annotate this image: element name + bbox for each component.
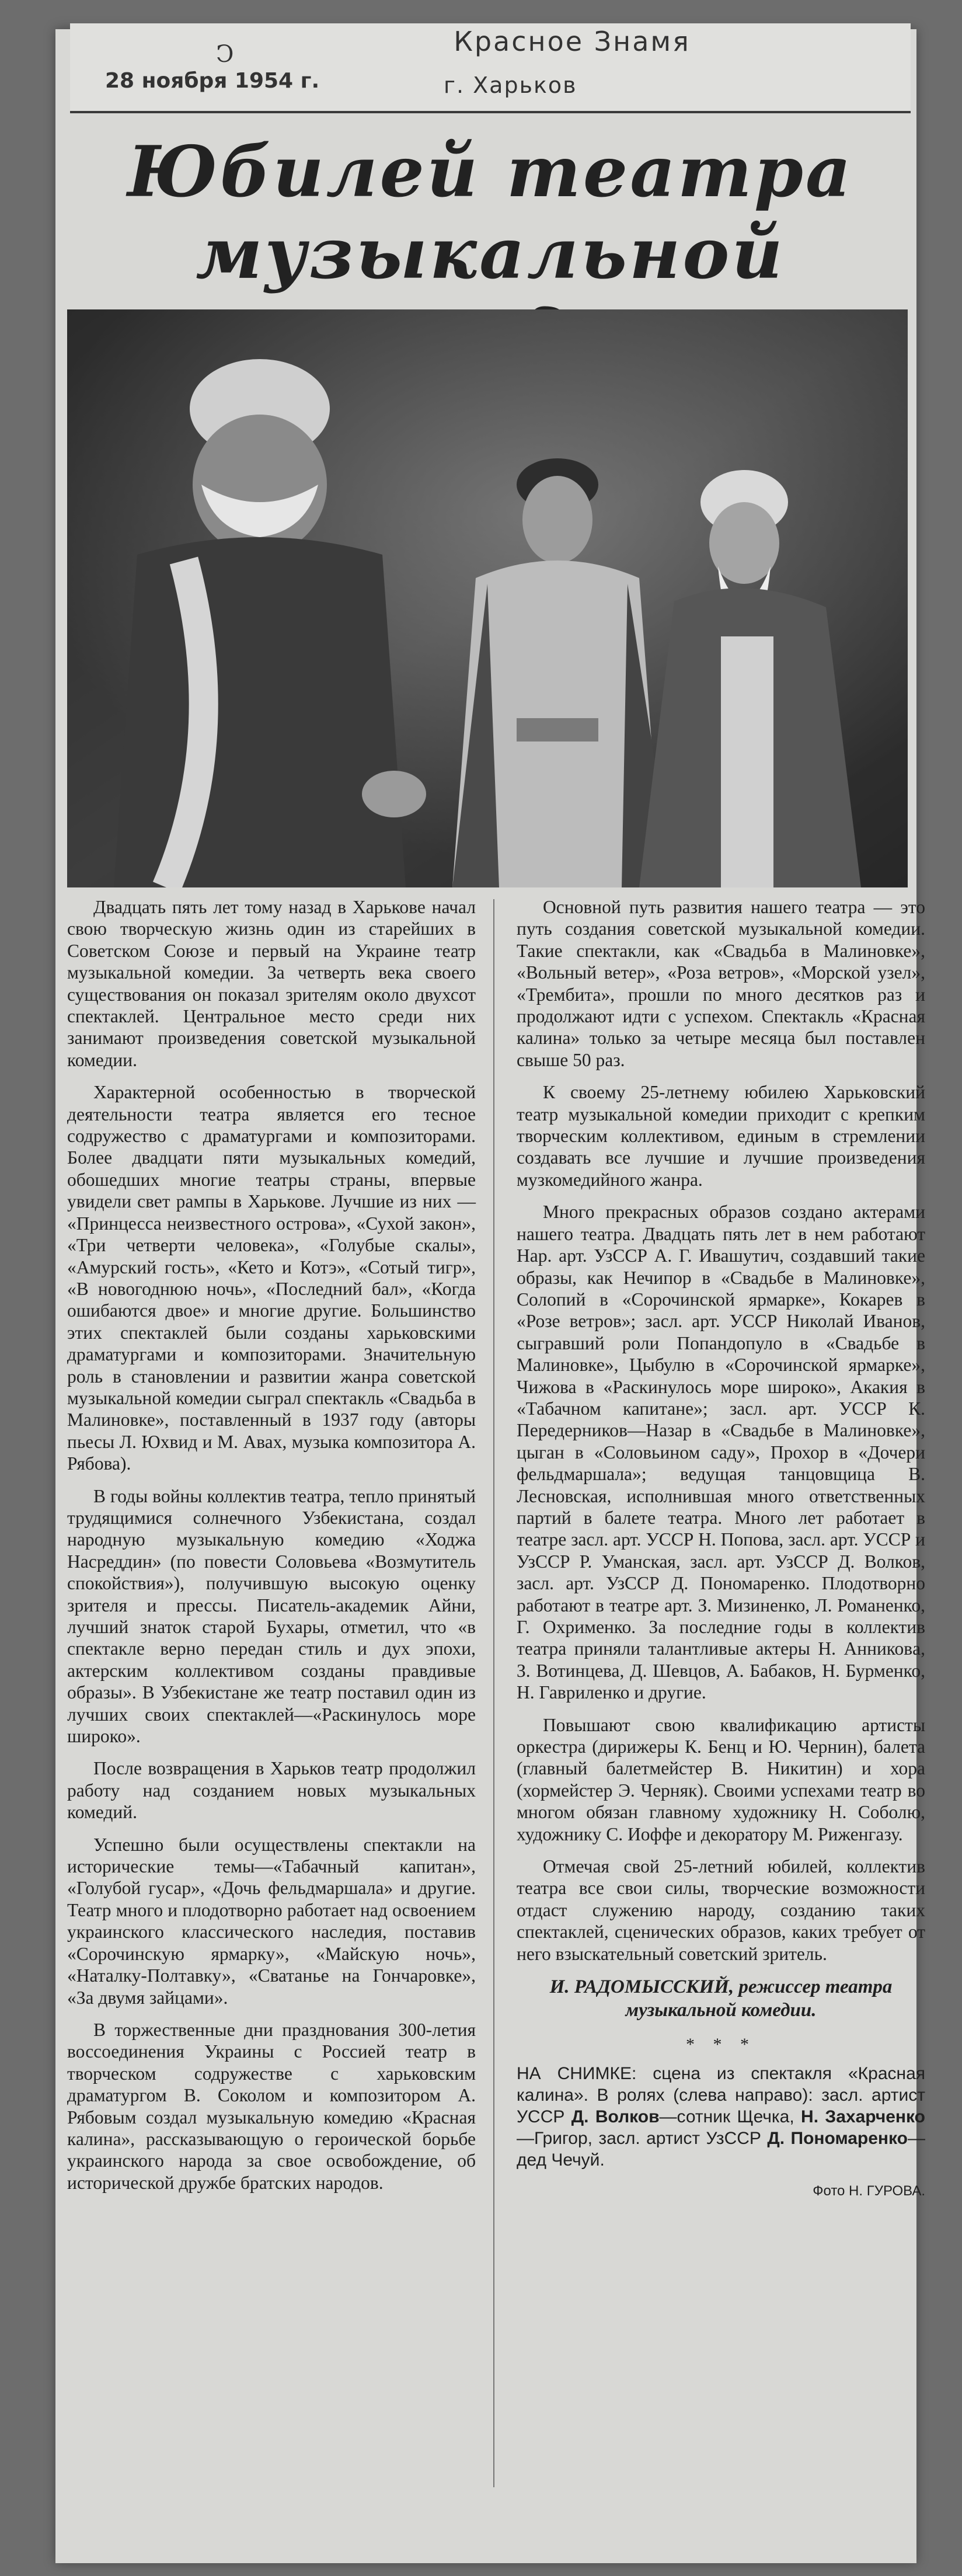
photo-credit: Фото Н. ГУРОВА. (813, 2182, 925, 2199)
caption-text: —дед Чечуй. (517, 2128, 925, 2170)
headline-line-1: Юбилей театра (127, 131, 853, 213)
column-divider (493, 899, 494, 2487)
paragraph: После возвращения в Харьков театр продолжил работу над созданием новых музыкальных комедий. (67, 1758, 476, 1823)
stage-photo (67, 309, 908, 887)
paragraph: Успешно были осуществлены спектакли на исторические темы—«Табачный капитан», «Голубой гусар», «Дочь фельдмаршала» и другие. Театр много и плодотворно работает над освоением украинского классического наследия, поставив «Сорочинскую ярмарку», «Майскую ночь», «Наталку-Полтавку», «Сватанье на Гончаровке», «За двумя зайцами». (67, 1834, 476, 2008)
section-separator: * * * (686, 2035, 756, 2055)
author-signature: И. РАДОМЫССКИЙ, режиссер театра музыкальной комедии. (549, 1976, 893, 2021)
photo-caption (517, 2063, 925, 2171)
issue-city: г. Харьков (444, 72, 577, 98)
paragraph: К своему 25-летнему юбилею Харьковский театр музыкальной комедии приходит с крепким творческим коллективом, единым в стремлении создавать все лучшие и лучшие произведения музкомедийного жанра. (517, 1082, 925, 1190)
article-column-left (67, 896, 476, 2204)
caption-lead: НА СНИМКЕ: (517, 2063, 637, 2083)
caption-text: —Григор, засл. артист УзССР (517, 2128, 768, 2148)
issue-date: 28 ноября 1954 г. (105, 69, 320, 93)
paragraph: Много прекрасных образов создано актерами нашего театра. Двадцать пять лет в нем работают Нар. арт. УзССР А. Г. Ивашутич, создавший такие образы, как Нечипор в «Свадьбе в Малиновке», Солопий в «Сорочинской ярмарке», Кокарев в «Розе ветров»; засл. арт. УССР Николай Иванов, сыгравший роли Попандопуло в «Свадьбе в Малиновке», Цыбулю в «Сорочинской ярмарке», Чижова в «Раскинулось море широко», Акакия в «Табачном капитане»; засл. арт. УССР К. Передерников—Назар в «Свадьбе в Малиновке», цыган в «Соловьином саду», Прохор в «Дочери фельдмаршала»; ведущая танцовщица В. Лесновская, исполнившая много ответственных партий в балете театра. Много лет работает в театре засл. арт. УССР Н. Попова, засл. арт. УССР и УзССР Р. Уманская, засл. арт. УзССР Д. Волков, засл. арт. УзССР Д. Пономаренко. Плодотворно работают в театре арт. З. Мизиненко, Л. Романенко, Г. Охрименко. За последние годы в коллектив театра приняли талантливые актеры Н. Анниковa, З. Вотинцева, Д. Шевцов, А. Бабаков, Н. Бурменко, Н. Гавриленко и другие. (517, 1202, 925, 1703)
caption-text: сцена из спектакля «Красная калина». В ролях (слева направо): засл. артист УССР (517, 2063, 926, 2126)
paragraph: В торжественные дни празднования 300-летия воссоединения Украины с Россией театр в творческом содружестве с харьковским драматургом В. Соколом и композитором А. Рябовым создал музыкальную комедию «Красная калина», рассказывающую о героической борьбе украинского народа за свое освобождение, об исторической дружбе братских народов. (67, 2019, 476, 2193)
paragraph: В годы войны коллектив театра, тепло принятый трудящимися солнечного Узбекистана, создал народную музыкальную комедию «Ходжа Насреддин» (по повести Соловьева «Возмутитель спокойствия»), получившую высокую оценку зрителя и прессы. Писатель-академик Айни, лучший знаток старой Бухары, отметил, что «в спектакле верно передан стиль и дух эпохи, актерским коллективом созданы правдивые образы». В Узбекистане же театр поставил один из лучших своих спектаклей—«Раскинулось море широко». (67, 1485, 476, 1747)
newspaper-name: Красное Знамя (454, 26, 691, 57)
caption-name: Н. Захарченко (801, 2107, 925, 2126)
paragraph: Основной путь развития нашего театра — это путь создания советской музыкальной комедии. Такие спектакли, как «Свадьба в Малиновке», «Вольный ветер», «Роза ветров», «Морской узел», «Трембита», прошли по много десятков раз и продолжают идти с успехом. Спектакль «Красная калина» только за четыре месяца был поставлен свыше 50 раз. (517, 897, 925, 1070)
caption-name: Д. Волков (571, 2107, 660, 2126)
paragraph: Характерной особенностью в творческой деятельности театра является его тесное содружество с драматургами и композиторами. Более двадцати пяти музыкальных комедий, обошедших многие театры страны, впервые увидели свет рампы в Харькове. Лучшие из них — «Принцесса неизвестного острова», «Сухой закон», «Три четверти человека», «Голубые скалы», «Амурский гость», «Кето и Котэ», «Сотый тигр», «В новогоднюю ночь», «Последний бал», «Когда ошибаются двое» и многие другие. Большинство этих спектаклей были созданы харьковскими драматургами и композиторами. Значительную роль в становлении и развитии жанра советской музыкальной комедии сыграл спектакль «Свадьба в Малиновке», поставленный в 1937 году (авторы пьесы Л. Юхвид и М. Авах, музыка композитора А. Рябова). (67, 1082, 476, 1474)
masthead-stamp (70, 23, 911, 113)
paragraph: Повышают свою квалификацию артисты оркестра (дирижеры К. Бенц и Ю. Чернин), балета (главный балетмейстер В. Никитин) и хора (хормейстер Э. Черняк). Своими успехами театр во многом обязан главному художнику Н. Соболю, художнику С. Иоффе и декоратору М. Риженгазу. (517, 1714, 925, 1844)
article-column-right (517, 896, 925, 2202)
paragraph: Двадцать пять лет тому назад в Харькове начал свою творческую жизнь один из старейших в Советском Союзе и первый на Украине театр музыкальной комедии. За четверть века своего существования он показал зрителям около двухсот спектаклей. Центральное место среди них занимают произведения советской музыкальной комедии. (67, 897, 476, 1070)
headline-line-2: музыкальной (196, 213, 785, 295)
caption-text: —сотник Щечка, (659, 2107, 801, 2126)
caption-name: Д. Пономаренко (767, 2128, 908, 2148)
corner-mark: Ͻ (216, 41, 234, 68)
paragraph: Отмечая свой 25-летний юбилей, коллектив театра все свои силы, творческие возможности отдаст служению народу, созданию таких спектаклей, сценических образов, каких требует от него взыскательный советский зритель. (517, 1856, 925, 1964)
